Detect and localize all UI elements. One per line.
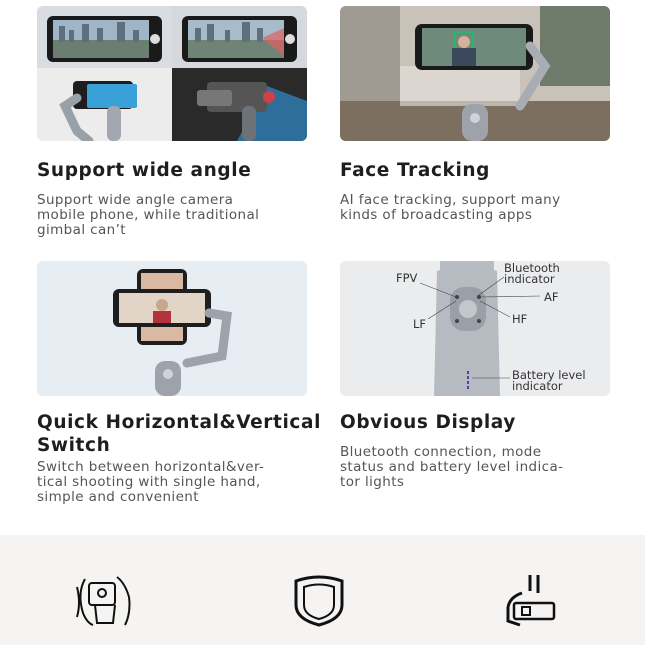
title-line: Switch xyxy=(37,435,111,456)
desc-line: kinds of broadcasting apps xyxy=(340,207,533,224)
display-indicators-image xyxy=(340,261,610,396)
desc-line: gimbal can’t xyxy=(37,222,126,239)
label-hf: HF xyxy=(512,312,528,326)
desc-line: Switch between horizontal&ver- xyxy=(37,459,265,475)
wide-angle-image xyxy=(37,6,307,141)
footer-icon-strip xyxy=(0,535,645,645)
label-lf: LF xyxy=(413,317,427,331)
title-line: Quick Horizontal&Vertical xyxy=(37,412,322,433)
label-line: indicator xyxy=(512,379,563,393)
feature-title-face-tracking: Face Tracking xyxy=(340,160,491,181)
orientation-switch-image xyxy=(37,261,307,396)
desc-line: status and battery level indica- xyxy=(340,459,564,476)
feature-title-wide-angle: Support wide angle xyxy=(37,160,252,181)
orientation-switch-illustration xyxy=(37,261,307,396)
desc-line: Support wide angle camera xyxy=(37,192,234,208)
face-tracking-illustration xyxy=(340,6,610,141)
desc-line: Bluetooth connection, mode xyxy=(340,444,542,460)
hand-grip-icon xyxy=(73,573,135,635)
shield-icon xyxy=(290,575,348,631)
label-af: AF xyxy=(544,290,559,304)
label-line: indicator xyxy=(504,272,555,286)
label-line: Bluetooth xyxy=(504,261,560,275)
feature-title-orientation-switch xyxy=(37,411,321,457)
label-bluetooth-indicator xyxy=(504,263,560,285)
label-fpv: FPV xyxy=(396,271,418,285)
feature-desc-face-tracking xyxy=(340,193,610,223)
desc-line: AI face tracking, support many xyxy=(340,192,561,208)
desc-line: mobile phone, while traditional xyxy=(37,207,260,224)
feature-desc-obvious-display xyxy=(340,445,610,491)
label-battery-indicator xyxy=(512,370,586,392)
face-tracking-image xyxy=(340,6,610,141)
feature-title-obvious-display: Obvious Display xyxy=(340,412,516,433)
feature-desc-wide-angle xyxy=(37,193,307,239)
wide-angle-illustration xyxy=(37,6,307,141)
desc-line: simple and convenient xyxy=(37,489,199,506)
feature-desc-orientation-switch xyxy=(37,460,307,506)
desc-line: tical shooting with single hand, xyxy=(37,474,261,491)
label-line: Battery level xyxy=(512,368,586,382)
folded-gimbal-icon xyxy=(500,573,562,633)
desc-line: tor lights xyxy=(340,474,405,491)
